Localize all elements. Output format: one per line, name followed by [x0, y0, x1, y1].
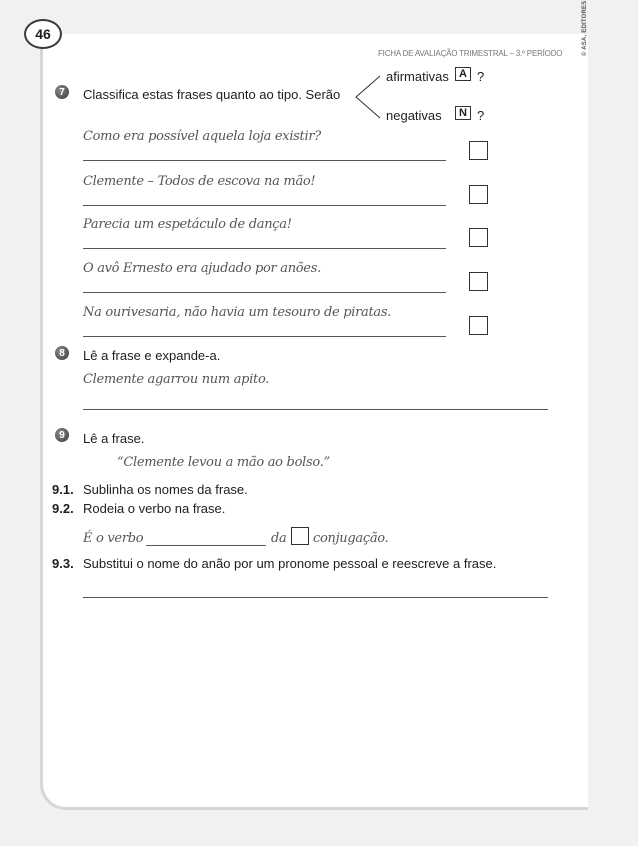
answer-box-1[interactable] — [469, 141, 488, 160]
verb-prefix: É o verbo — [83, 531, 144, 546]
answer-box-3[interactable] — [469, 228, 488, 247]
question-7-number: 7 — [55, 85, 69, 99]
worksheet-page — [40, 34, 588, 810]
verb-answer-line — [146, 545, 266, 546]
answer-line-4 — [83, 292, 446, 293]
answer-line-5 — [83, 336, 446, 337]
option-negative-label: negativas — [386, 108, 442, 123]
item-9-2-number: 9.2. — [52, 501, 74, 516]
bracket-icon — [352, 74, 382, 120]
question-7-instruction: Classifica estas frases quanto ao tipo. Serão — [83, 87, 341, 102]
option-affirmative-label: afirmativas — [386, 69, 449, 84]
answer-box-5[interactable] — [469, 316, 488, 335]
page-header: FICHA DE AVALIAÇÃO TRIMESTRAL – 3.º PERÍODO — [378, 49, 563, 58]
item-9-3-number: 9.3. — [52, 556, 74, 571]
conjugation-box[interactable] — [291, 527, 309, 545]
item-9-2-text: Rodeia o verbo na frase. — [83, 501, 226, 516]
answer-line-2 — [83, 205, 446, 206]
answer-line-3 — [83, 248, 446, 249]
item-9-1-text: Sublinha os nomes da frase. — [83, 482, 248, 497]
sentence-2: Clemente – Todos de escova na mão! — [83, 174, 316, 189]
answer-box-2[interactable] — [469, 185, 488, 204]
item-9-3-text: Substitui o nome do anão por um pronome pessoal e reescreve a frase. — [83, 556, 497, 571]
answer-line-1 — [83, 160, 446, 161]
question-8-sentence: Clemente agarrou num apito. — [83, 372, 270, 387]
item-9-1-number: 9.1. — [52, 482, 74, 497]
page-number: 46 — [24, 19, 62, 49]
answer-line-q8 — [83, 409, 548, 410]
question-8-instruction: Lê a frase e expande-a. — [83, 348, 221, 363]
option-affirmative-q: ? — [477, 69, 485, 84]
sentence-1: Como era possível aquela loja existir? — [83, 129, 321, 144]
verb-suffix: conjugação. — [313, 531, 389, 546]
question-9-quote: “Clemente levou a mão ao bolso.” — [117, 455, 330, 470]
copyright-note: © ASA, EDITORES — [582, 0, 588, 56]
option-affirmative-letter: A — [455, 67, 471, 81]
verb-middle: da — [271, 531, 287, 546]
question-9-instruction: Lê a frase. — [83, 431, 145, 446]
answer-line-q9-3 — [83, 597, 548, 598]
sentence-4: O avô Ernesto era ajudado por anões. — [83, 261, 321, 276]
sentence-3: Parecia um espetáculo de dança! — [83, 217, 292, 232]
question-8-number: 8 — [55, 346, 69, 360]
option-negative-letter: N — [455, 106, 471, 120]
option-negative-q: ? — [477, 108, 485, 123]
sentence-5: Na ourivesaria, não havia um tesouro de piratas. — [83, 305, 392, 320]
question-9-number: 9 — [55, 428, 69, 442]
answer-box-4[interactable] — [469, 272, 488, 291]
